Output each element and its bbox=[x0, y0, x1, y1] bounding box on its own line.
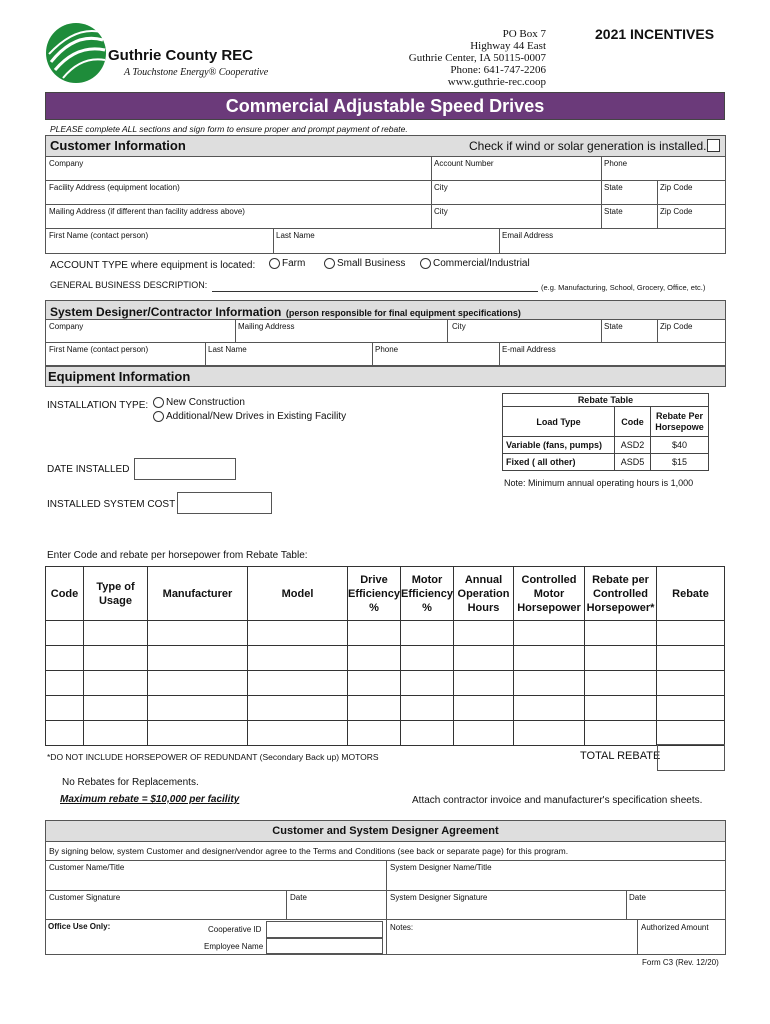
grid-header: Annual Operation Hours bbox=[454, 567, 514, 621]
grid-cell[interactable] bbox=[657, 721, 725, 746]
coop-id-label: Cooperative ID bbox=[208, 925, 262, 934]
grid-cell[interactable] bbox=[401, 721, 454, 746]
designer-heading: System Designer/Contractor Information bbox=[50, 305, 282, 319]
grid-cell[interactable] bbox=[148, 621, 248, 646]
rebate-header-load-type: Load Type bbox=[503, 407, 615, 437]
radio-label: Farm bbox=[282, 258, 306, 270]
company-field[interactable] bbox=[45, 156, 432, 181]
zip-label: Zip Code bbox=[660, 322, 693, 331]
rebate-table bbox=[502, 393, 709, 471]
total-rebate-label: TOTAL REBATE bbox=[580, 750, 661, 762]
attach-note: Attach contractor invoice and manufacturer's specification sheets. bbox=[412, 795, 703, 806]
address-block bbox=[398, 28, 546, 88]
address-line: Phone: 641-747-2206 bbox=[450, 64, 546, 76]
grid-cell[interactable] bbox=[248, 621, 348, 646]
first-name-label: First Name (contact person) bbox=[49, 231, 149, 240]
account-type-small-business[interactable] bbox=[324, 258, 405, 269]
rebate-amount: $15 bbox=[651, 454, 709, 471]
grid-cell[interactable] bbox=[401, 696, 454, 721]
grid-cell[interactable] bbox=[348, 621, 401, 646]
notes-label: Notes: bbox=[390, 923, 414, 932]
city-label: City bbox=[452, 322, 466, 331]
form-id: Form C3 (Rev. 12/20) bbox=[642, 958, 719, 967]
wind-solar-label: Check if wind or solar generation is installed. bbox=[469, 139, 707, 153]
rebate-table-title: Rebate Table bbox=[503, 394, 709, 407]
designer-city-field[interactable] bbox=[447, 319, 602, 343]
grid-cell[interactable] bbox=[348, 671, 401, 696]
agreement-section-header bbox=[45, 820, 726, 842]
grid-header: Type of Usage bbox=[84, 567, 148, 621]
grid-intro: Enter Code and rebate per horsepower from Rebate Table: bbox=[47, 550, 308, 561]
installed-cost-field[interactable] bbox=[177, 492, 272, 514]
zip-label: Zip Code bbox=[660, 207, 693, 216]
grid-cell[interactable] bbox=[46, 621, 84, 646]
grid-cell[interactable] bbox=[657, 696, 725, 721]
designer-heading-note: (person responsible for final equipment specifications) bbox=[285, 308, 521, 318]
form-title: Commercial Adjustable Speed Drives bbox=[225, 96, 545, 116]
city-label: City bbox=[434, 207, 448, 216]
grid-cell[interactable] bbox=[46, 721, 84, 746]
installation-type-label: INSTALLATION TYPE: bbox=[47, 400, 149, 411]
email-label: Email Address bbox=[502, 231, 554, 240]
grid-cell[interactable] bbox=[514, 671, 585, 696]
rebate-header-per-hp: Rebate Per Horsepowe bbox=[651, 407, 709, 437]
table-row bbox=[46, 621, 725, 646]
grid-cell[interactable] bbox=[148, 671, 248, 696]
instructions: PLEASE complete ALL sections and sign form to ensure proper and prompt payment of rebate. bbox=[50, 124, 408, 134]
grid-cell[interactable] bbox=[248, 696, 348, 721]
business-desc-hint: (e.g. Manufacturing, School, Grocery, Office, etc.) bbox=[541, 283, 706, 292]
account-number-label: Account Number bbox=[434, 159, 494, 168]
table-row bbox=[46, 721, 725, 746]
grid-cell[interactable] bbox=[248, 721, 348, 746]
agreement-text: By signing below, system Customer and designer/vendor agree to the Terms and Conditions (see back or separate page) for this program. bbox=[49, 846, 569, 856]
customer-signature-label: Customer Signature bbox=[49, 893, 121, 902]
grid-cell[interactable] bbox=[585, 621, 657, 646]
grid-cell[interactable] bbox=[454, 646, 514, 671]
coop-id-field[interactable] bbox=[266, 921, 383, 938]
grid-cell[interactable] bbox=[454, 721, 514, 746]
radio-label: New Construction bbox=[166, 397, 245, 409]
grid-cell[interactable] bbox=[657, 671, 725, 696]
account-type-commercial[interactable] bbox=[420, 258, 530, 269]
radio-label: Additional/New Drives in Existing Facility bbox=[166, 411, 347, 423]
rebate-load-type: Fixed ( all other) bbox=[503, 454, 615, 471]
grid-cell[interactable] bbox=[585, 646, 657, 671]
company-label: Company bbox=[49, 159, 84, 168]
notes-field[interactable] bbox=[386, 919, 638, 955]
radio-icon[interactable] bbox=[153, 397, 164, 408]
grid-cell[interactable] bbox=[84, 646, 148, 671]
employee-name-label: Employee Name bbox=[204, 942, 264, 951]
designer-signature-label: System Designer Signature bbox=[390, 893, 488, 902]
zip-label: Zip Code bbox=[660, 183, 693, 192]
grid-cell[interactable] bbox=[514, 721, 585, 746]
date-installed-field[interactable] bbox=[134, 458, 236, 480]
title-bar bbox=[45, 92, 725, 120]
grid-cell[interactable] bbox=[148, 696, 248, 721]
customer-heading: Customer Information bbox=[50, 138, 186, 153]
grid-cell[interactable] bbox=[84, 696, 148, 721]
installation-new-construction[interactable] bbox=[153, 397, 245, 408]
grid-cell[interactable] bbox=[585, 696, 657, 721]
state-label: State bbox=[604, 207, 623, 216]
rebate-code: ASD5 bbox=[615, 454, 651, 471]
grid-header: Manufacturer bbox=[148, 567, 248, 621]
radio-icon[interactable] bbox=[324, 258, 335, 269]
grid-header: Rebate per Controlled Horsepower* bbox=[585, 567, 657, 621]
grid-cell[interactable] bbox=[248, 646, 348, 671]
city-field[interactable] bbox=[431, 180, 602, 205]
employee-name-field[interactable] bbox=[266, 938, 383, 954]
address-line: PO Box 7 bbox=[502, 28, 546, 40]
rebate-code: ASD2 bbox=[615, 437, 651, 454]
table-row bbox=[46, 646, 725, 671]
account-type-farm[interactable] bbox=[269, 258, 305, 269]
grid-cell[interactable] bbox=[585, 721, 657, 746]
grid-cell[interactable] bbox=[401, 671, 454, 696]
installation-existing-facility[interactable] bbox=[153, 411, 346, 422]
rebate-amount: $40 bbox=[651, 437, 709, 454]
date-label: Date bbox=[290, 893, 307, 902]
logo bbox=[45, 22, 107, 84]
grid-header: Model bbox=[248, 567, 348, 621]
radio-label: Commercial/Industrial bbox=[433, 258, 530, 270]
redundant-note: *DO NOT INCLUDE HORSEPOWER OF REDUNDANT (Secondary Back up) MOTORS bbox=[47, 752, 379, 762]
first-name-label: First Name (contact person) bbox=[49, 345, 149, 354]
table-row bbox=[46, 671, 725, 696]
grid-cell[interactable] bbox=[84, 621, 148, 646]
address-line: Guthrie Center, IA 50115-0007 bbox=[408, 52, 546, 64]
grid-cell[interactable] bbox=[514, 646, 585, 671]
account-type-label: ACCOUNT TYPE where equipment is located: bbox=[50, 260, 256, 271]
authorized-amount-label: Authorized Amount bbox=[641, 923, 709, 932]
radio-icon[interactable] bbox=[420, 258, 431, 269]
grid-header: Controlled Motor Horsepower bbox=[514, 567, 585, 621]
grid-cell[interactable] bbox=[148, 646, 248, 671]
date-installed-label: DATE INSTALLED bbox=[47, 464, 130, 475]
year-title: 2021 INCENTIVES bbox=[595, 26, 715, 42]
designer-name-label: System Designer Name/Title bbox=[390, 863, 492, 872]
grid-cell[interactable] bbox=[401, 646, 454, 671]
grid-header: Rebate bbox=[657, 567, 725, 621]
grid-cell[interactable] bbox=[84, 671, 148, 696]
radio-icon[interactable] bbox=[269, 258, 280, 269]
address-line: www.guthrie-rec.coop bbox=[447, 76, 546, 88]
mailing-address-label: Mailing Address bbox=[238, 322, 295, 331]
grid-cell[interactable] bbox=[585, 671, 657, 696]
address-line: Highway 44 East bbox=[470, 40, 546, 52]
office-use-label: Office Use Only: bbox=[48, 922, 111, 931]
grid-cell[interactable] bbox=[46, 646, 84, 671]
business-desc-line[interactable] bbox=[212, 291, 538, 292]
customer-name-label: Customer Name/Title bbox=[49, 863, 125, 872]
agreement-heading: Customer and System Designer Agreement bbox=[272, 825, 499, 837]
max-rebate: Maximum rebate = $10,000 per facility bbox=[60, 794, 240, 805]
email-label: E-mail Address bbox=[502, 345, 556, 354]
radio-label: Small Business bbox=[337, 258, 406, 270]
grid-cell[interactable] bbox=[454, 621, 514, 646]
grid-cell[interactable] bbox=[348, 721, 401, 746]
grid-header: Code bbox=[46, 567, 84, 621]
installed-cost-label: INSTALLED SYSTEM COST bbox=[47, 499, 176, 510]
grid-cell[interactable] bbox=[46, 696, 84, 721]
grid-header: Drive Efficiency % bbox=[348, 567, 401, 621]
rebate-load-type: Variable (fans, pumps) bbox=[503, 437, 615, 454]
equipment-grid bbox=[45, 566, 725, 746]
phone-label: Phone bbox=[604, 159, 628, 168]
radio-icon[interactable] bbox=[153, 411, 164, 422]
mailing-address-label: Mailing Address (if different than facility address above) bbox=[49, 207, 245, 216]
mailing-city-field[interactable] bbox=[431, 204, 602, 229]
company-label: Company bbox=[49, 322, 84, 331]
city-label: City bbox=[434, 183, 448, 192]
grid-cell[interactable] bbox=[657, 646, 725, 671]
total-rebate-field[interactable] bbox=[657, 744, 725, 771]
grid-cell[interactable] bbox=[348, 646, 401, 671]
grid-cell[interactable] bbox=[657, 621, 725, 646]
last-name-label: Last Name bbox=[276, 231, 315, 240]
grid-cell[interactable] bbox=[348, 696, 401, 721]
phone-label: Phone bbox=[375, 345, 399, 354]
table-row bbox=[46, 696, 725, 721]
state-label: State bbox=[604, 322, 623, 331]
grid-cell[interactable] bbox=[148, 721, 248, 746]
grid-cell[interactable] bbox=[514, 621, 585, 646]
org-name: Guthrie County REC bbox=[108, 47, 253, 64]
grid-header: Motor Efficiency % bbox=[401, 567, 454, 621]
date-label: Date bbox=[629, 893, 646, 902]
state-label: State bbox=[604, 183, 623, 192]
grid-cell[interactable] bbox=[514, 696, 585, 721]
equipment-heading: Equipment Information bbox=[48, 369, 191, 384]
rebate-table-note: Note: Minimum annual operating hours is 1,000 bbox=[504, 478, 694, 488]
grid-cell[interactable] bbox=[248, 671, 348, 696]
grid-cell[interactable] bbox=[401, 621, 454, 646]
last-name-label: Last Name bbox=[208, 345, 247, 354]
grid-cell[interactable] bbox=[84, 721, 148, 746]
tagline: A Touchstone Energy® Cooperative bbox=[124, 67, 269, 78]
rebate-header-code: Code bbox=[615, 407, 651, 437]
no-replacements: No Rebates for Replacements. bbox=[62, 777, 199, 788]
facility-address-label: Facility Address (equipment location) bbox=[49, 183, 180, 192]
grid-cell[interactable] bbox=[454, 671, 514, 696]
grid-cell[interactable] bbox=[454, 696, 514, 721]
business-desc-label: GENERAL BUSINESS DESCRIPTION: bbox=[50, 280, 208, 290]
grid-cell[interactable] bbox=[46, 671, 84, 696]
wind-solar-checkbox[interactable] bbox=[707, 139, 720, 152]
